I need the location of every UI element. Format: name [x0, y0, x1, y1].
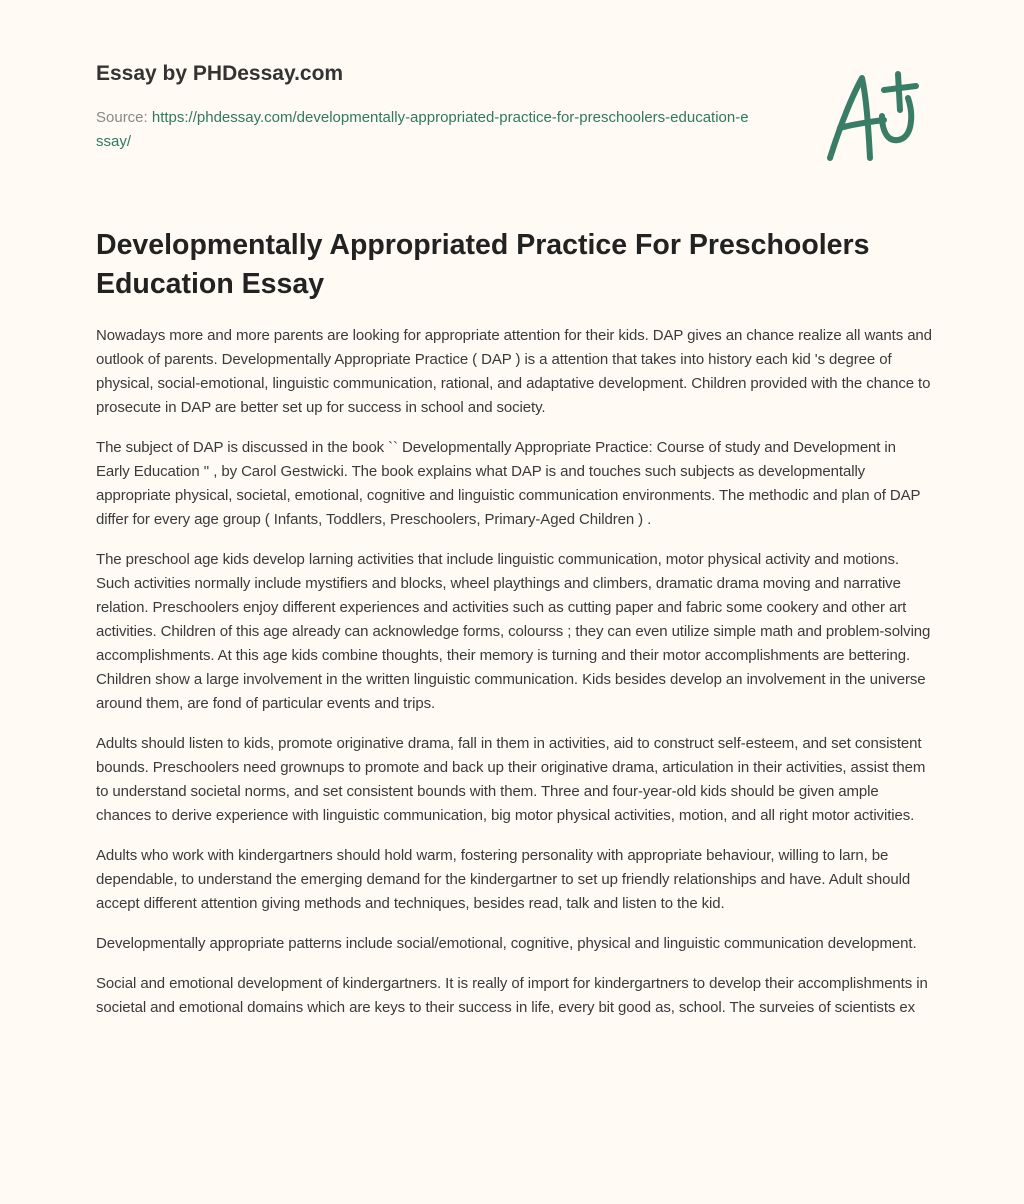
paragraph: Developmentally appropriate patterns include social/emotional, cognitive, physical and linguistic communication development.	[96, 935, 917, 952]
paragraph: The subject of DAP is discussed in the book `` Developmentally Appropriate Practice: Course of study and Development in Early Education '' , by Carol Gestwicki. The book explains what DAP is and touches such subjects as developmentally appropriate physical, societal, emotional, cognitive and linguistic communication environments. The methodic and plan of DAP differ for every age group ( Infants, Toddlers, Preschoolers, Primary-Aged Children ) .	[96, 439, 921, 528]
paragraph: The preschool age kids develop larning activities that include linguistic communication, motor physical activity and motions. Such activities normally include mystifiers and blocks, wheel playthings and climbers, dramatic drama moving and narrative relation. Preschoolers enjoy different experiences and activities such as cutting paper and fabric some cookery and other art activities. Children of this age already can acknowledge forms, colourss ; they can even utilize simple math and problem-solving accomplishments. At this age kids combine thoughts, their memory is turning and their motor accomplishments are bettering. Children show a large involvement in the written linguistic communication. Kids besides develop an involvement in the universe around them, are fond of particular events and trips.	[96, 551, 931, 712]
site-header	[96, 62, 796, 154]
a-plus-logo-icon	[818, 66, 928, 166]
source-line	[96, 106, 756, 154]
essay-title: Developmentally Appropriated Practice For Preschoolers Education Essay	[96, 229, 870, 300]
site-title: Essay by PHDessay.com	[96, 62, 344, 85]
essay-body	[96, 324, 932, 1036]
paragraph: Adults who work with kindergartners should hold warm, fostering personality with appropriate behaviour, willing to larn, be dependable, to understand the emerging demand for the kindergartner to set up friendly relationships and have. Adult should accept different attention giving methods and techniques, besides read, talk and listen to the kid.	[96, 847, 911, 912]
source-link[interactable]: https://phdessay.com/developmentally-appropriated-practice-for-preschoolers-education-essay/	[96, 109, 749, 150]
source-label: Source:	[96, 109, 148, 126]
paragraph: Social and emotional development of kindergartners. It is really of import for kindergartners to develop their accomplishments in societal and emotional domains which are keys to their success in life, every bit good as, school. The surveies of scientists ex	[96, 975, 928, 1016]
paragraph: Nowadays more and more parents are looking for appropriate attention for their kids. DAP gives an chance realize all wants and outlook of parents. Developmentally Appropriate Practice ( DAP ) is a attention that takes into history each kid 's degree of physical, social-emotional, linguistic communication, rational, and adaptative development. Children provided with the chance to prosecute in DAP are better set up for success in school and society.	[96, 327, 932, 416]
paragraph: Adults should listen to kids, promote originative drama, fall in them in activities, aid to construct self-esteem, and set consistent bounds. Preschoolers need grownups to promote and back up their originative drama, articulation in their activities, assist them to understand societal norms, and set consistent bounds with them. Three and four-year-old kids should be given ample chances to derive experience with linguistic communication, big motor physical activities, motion, and all right motor activities.	[96, 735, 926, 824]
